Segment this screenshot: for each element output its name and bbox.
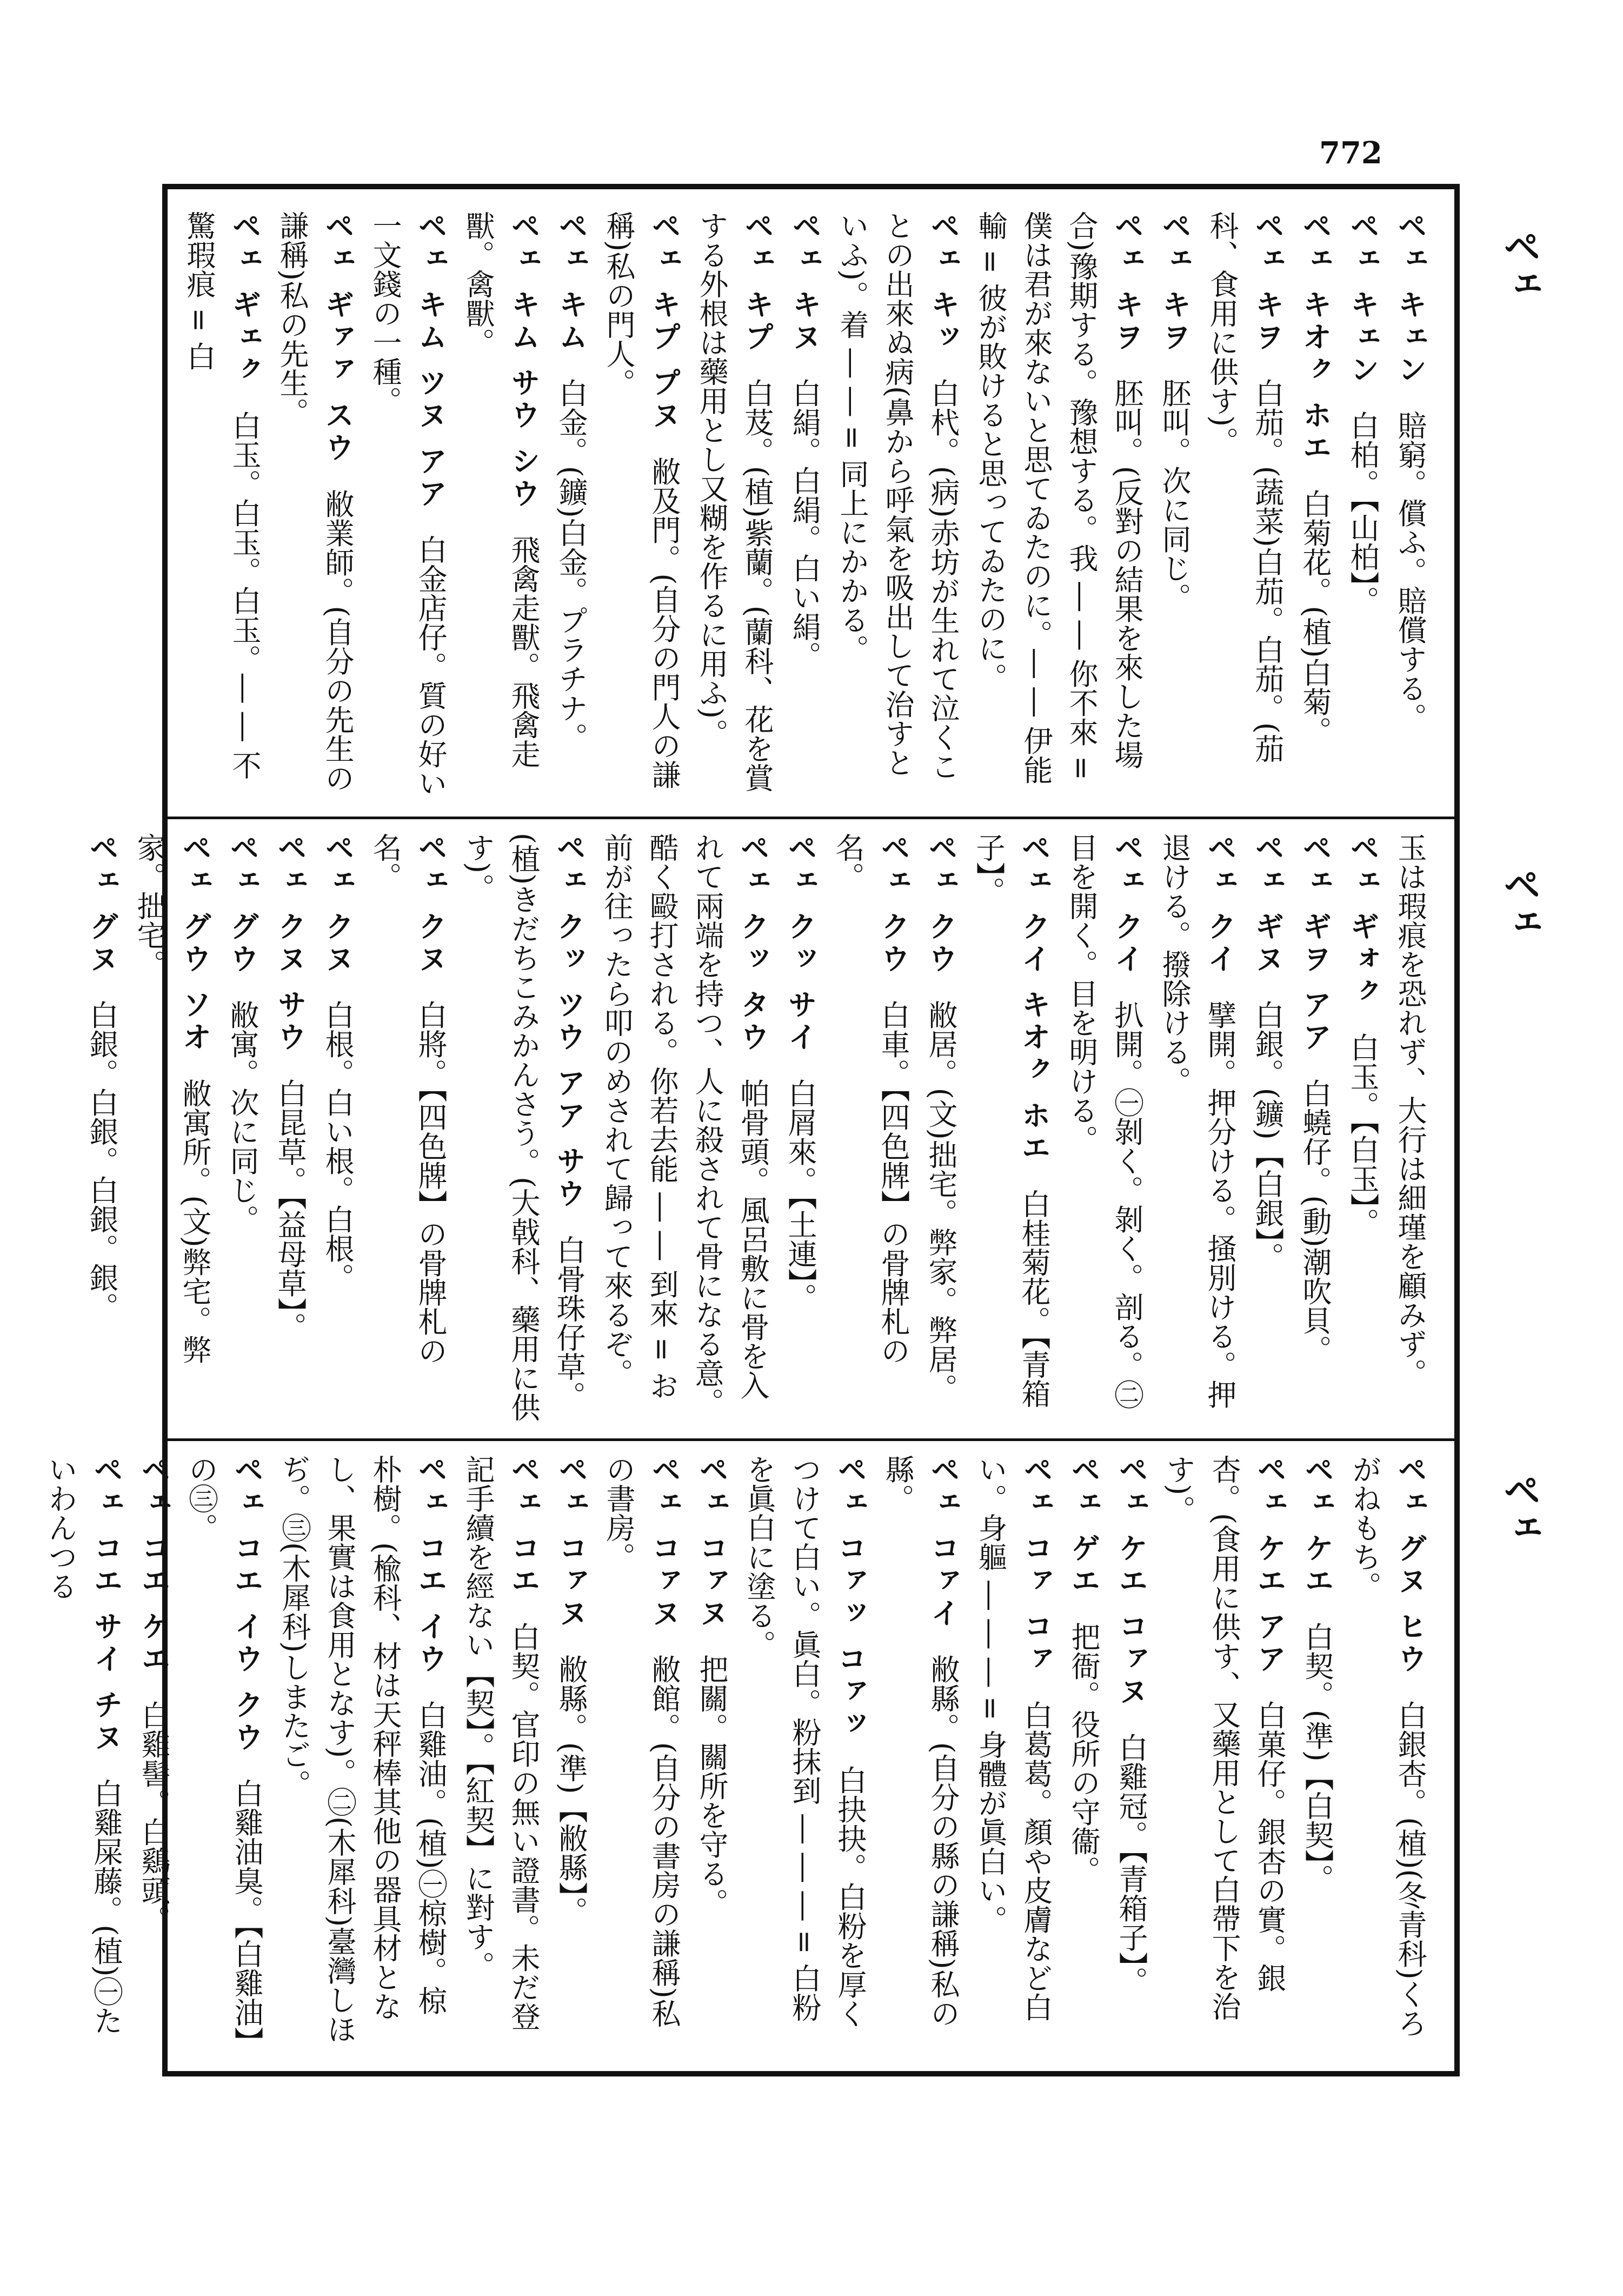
entry-headword: ペェ グウ (225, 833, 260, 990)
entry-headword: ペェ ゲエ (1067, 1455, 1101, 1611)
entry-definition: 帕骨頭。風呂敷に骨を入れて兩端を持つ、人に殺されて骨になる意。酷く毆打される。你若去能 ― ― 到來 = お前が往ったら叩のめされて歸って來るぞ。 (600, 833, 770, 1417)
entry-definition: 把關。關所を守る。 (695, 1654, 729, 1917)
entry-headword: ペェ ギァァ スウ (321, 211, 355, 479)
dictionary-entry (1387, 833, 1433, 1422)
dictionary-entry (966, 833, 1056, 1422)
dictionary-entry (1152, 211, 1197, 800)
dictionary-entry (362, 211, 453, 800)
entry-definition: 白蟯仔。(動)潮吹貝。 (1298, 1078, 1332, 1364)
entry-headword: ペェ クヌ サウ (273, 833, 307, 1068)
entry-definition: 白金店仔。質の好い一文錢の一種。 (368, 211, 448, 798)
dictionary-entry (1340, 833, 1385, 1422)
entry-headword: ペェ グウ ソオ (178, 833, 212, 1068)
tier-bottom (44, 1455, 1433, 2049)
dictionary-entry (269, 211, 360, 800)
dictionary-entry (548, 1455, 594, 2044)
entry-headword: ペェ コァヌ (695, 1455, 729, 1644)
entry-definition: 敝縣。(自分の縣の謙稱)私の縣。 (881, 1455, 960, 2028)
entry-definition: 白契。官印の無い證書。未だ登記手續を經ない【契】。【紅契】に對す。 (461, 1455, 541, 2031)
entry-definition: 敝及門。(自分の門人の謙稱)私の門人。 (602, 211, 681, 789)
dictionary-entry (548, 211, 594, 800)
entry-definition: 白茄。(蔬菜)白茄。白茄。(茄科、食用に供す)。 (1205, 211, 1285, 763)
entry-headword: ペェ ギォㇰ (1346, 833, 1380, 1022)
dictionary-entry (1342, 1455, 1433, 2044)
entry-definition: 白葛葛。顏や皮膚など白い。身軀 ― ― ― = 身體が眞白い。 (974, 1455, 1053, 2022)
entry-definition: 敝縣。(準)【敝縣】。 (554, 1654, 588, 1926)
dictionary-entry (1340, 211, 1385, 800)
entry-definition: 白契。(準)【白契】。 (1300, 1622, 1334, 1893)
dictionary-entry (1152, 833, 1242, 1422)
entry-definition: 飛禽走獸。飛禽走獸。禽獸。 (461, 211, 541, 769)
entry-definition: 賠窮。償ふ。賠償する。 (1393, 410, 1427, 732)
page-number: 772 (1319, 135, 1382, 171)
tier-middle (85, 833, 1433, 1428)
dictionary-entry (267, 833, 312, 1422)
dictionary-entry (362, 833, 453, 1422)
dictionary-entry (875, 1455, 966, 2044)
dictionary-entry (968, 211, 1149, 800)
entry-headword: ペェ クウ (924, 833, 958, 990)
section-marker-bottom: ペェ (1497, 1471, 1541, 1547)
entry-definition: 白車。【四色牌】の骨牌札の名。 (831, 833, 910, 1365)
entry-headword: ペェ クッ ツウ アア サウ (552, 833, 586, 1224)
entry-definition: 敝寓。次に同じ。 (225, 1000, 260, 1234)
section-marker-top: ペェ (1497, 227, 1541, 303)
dictionary-entry (1292, 211, 1338, 800)
dictionary-entry (1108, 1455, 1154, 2044)
dictionary-entry (1059, 833, 1149, 1422)
entry-headword: ペェ コァヌ (554, 1455, 588, 1644)
tier-divider (168, 1438, 1454, 1441)
entry-headword: ペェ キェン (1393, 211, 1427, 400)
entry-definition: 敝寓所。(文)弊宅。弊家。拙宅。 (132, 833, 212, 1364)
entry-definition: 胚叫。(反對の結果を來した場合)豫期する。豫想する。我 ― ― 你不來 = 僕は君が來ないと思てゐたのに。― ― 伊能輸 = 彼が敗けると思ってゐたのに。 (974, 211, 1144, 785)
dictionary-entry (131, 1455, 176, 2044)
entry-definition: 白菊花。(植)白菊。 (1298, 489, 1332, 746)
dictionary-entry (271, 1455, 453, 2044)
entry-definition: 白骨珠仔草。(植)きだちこみかんさう。(大戟科、藥用に供す)。 (461, 833, 586, 1422)
entry-headword: ペェ キプ プヌ (647, 211, 681, 446)
entry-definition: 白雞屎藤。(植)㊀たいわんつる (44, 1455, 123, 2035)
entry-headword: ペェ キオㇰ ホエ (1298, 211, 1332, 479)
entry-definition: 把衙。役所の守衞。 (1067, 1622, 1101, 1885)
entry-definition: 白絹。白絹。白い絹。 (788, 378, 822, 671)
entry-headword: ペェ キヲ (1110, 211, 1144, 368)
entry-headword: ペェ クイ キオㇰ ホエ (1017, 833, 1051, 1179)
dictionary-entry (1245, 833, 1290, 1422)
entry-headword: ペェ コエ イウ (414, 1455, 448, 1690)
entry-definition: 白菓仔。銀杏の實。銀杏。(食用に供す、又藥用として白帶下を治す)。 (1162, 1455, 1287, 2021)
dictionary-entry (736, 1455, 873, 2044)
dictionary-entry (1199, 211, 1290, 800)
entry-definition: 白根。白い根。白根。 (321, 1000, 355, 1292)
entry-headword: ペェ グヌ (85, 833, 119, 990)
entry-headword: ペェ キヲ (1158, 211, 1192, 368)
entry-definition: 敝館。(自分の書房の謙稱)私の書房。 (602, 1455, 681, 2028)
entry-definition: 白銀。(鑛)【白銀】。 (1250, 1000, 1285, 1271)
section-marker-middle: ペェ (1497, 865, 1541, 941)
entry-headword: ペェ コエ (507, 1455, 541, 1611)
entry-headword: ペェ キム (554, 211, 588, 368)
entry-headword: ペェ コァイ (926, 1455, 960, 1644)
entry-definition: 白昆草。【益母草】。 (273, 1078, 307, 1342)
entry-headword: ペェ コァッ コァッ (833, 1455, 867, 1755)
entry-definition: 白桂菊花。【青箱子】。 (972, 833, 1051, 1409)
entry-definition: 白金。(鑛)白金。プラチナ。 (554, 378, 588, 752)
dictionary-entry (825, 833, 916, 1422)
entry-headword: ペェ クウ (876, 833, 910, 990)
entry-headword: ペェ コエ イウ クウ (230, 1455, 264, 1768)
dictionary-entry (968, 1455, 1059, 2044)
entry-definition: 扒開。㊀剝く。剝く。剖る。㊁目を開く。目を明ける。 (1065, 833, 1144, 1409)
entry-headword: ペェ クイ (1110, 833, 1144, 990)
dictionary-entry (1387, 211, 1433, 800)
dictionary-entry (176, 211, 267, 800)
dictionary-entry (38, 1455, 129, 2044)
entry-definition: 白柏。【山柏】。 (1346, 410, 1380, 615)
entry-headword: ペェ ギヲ アア (1298, 833, 1332, 1068)
entry-headword: ペェ キプ (740, 211, 774, 368)
entry-headword: ペェ ケエ アア (1253, 1455, 1287, 1690)
entry-headword: ペェ キヲ (1250, 211, 1285, 368)
entry-definition: 白銀杏。(植)(冬青科)くろがねもち。 (1348, 1455, 1427, 2038)
dictionary-entry (178, 1455, 269, 2044)
entry-headword: ペェ ケエ コァヌ (1114, 1455, 1148, 1722)
dictionary-entry (1061, 1455, 1106, 2044)
entry-headword: ペェ キッ (926, 211, 960, 368)
entry-headword: ペェ キム ツヌ アア (414, 211, 448, 525)
tier-divider (168, 817, 1454, 819)
dictionary-entry (1294, 1455, 1340, 2044)
dictionary-entry (777, 833, 823, 1422)
dictionary-entry (829, 211, 966, 800)
entry-definition: 敝業師。(自分の先生の謙稱)私の先生。 (275, 211, 355, 793)
dictionary-entry (455, 833, 591, 1422)
entry-definition: 白抉抉。白粉を厚くつけて白い。眞白。粉抹到 ― ― ― = 白粉を眞白に塗る。 (742, 1455, 867, 2028)
entry-headword: ペェ コエ サイ チヌ (89, 1455, 123, 1768)
dictionary-entry (455, 1455, 546, 2044)
entry-definition: 白杙。(病)赤坊が生れて泣くことの出來ぬ病(鼻から呼氣を吸出して治すといふ)。着 ― ― = 同上にかかる。 (835, 211, 960, 781)
dictionary-entry (127, 833, 217, 1422)
dictionary-entry (1156, 1455, 1292, 2044)
entry-definition: 白雞冠。【青箱子】。 (1114, 1733, 1148, 1996)
entry-definition: 白雞油。(植)㊀椋樹。椋朴樹。(楡科、材は天秤棒其他の器具材となし、果實は食用となす)。㊁(木犀科)臺灣しほぢ。㊂(木犀科)しまたご。 (277, 1455, 448, 2044)
entry-definition: 白屑來。【土連】。 (783, 1078, 817, 1312)
dictionary-entry (918, 833, 963, 1422)
entry-headword: ペェ ギヌ (1250, 833, 1285, 990)
entry-headword: ペェ キヌ (788, 211, 822, 368)
dictionary-entry (79, 833, 124, 1422)
dictionary-entry (1292, 833, 1338, 1422)
dictionary-entry (219, 833, 265, 1422)
entry-definition: 白雞髻。白鷄頭。 (137, 1700, 171, 1934)
dictionary-entry (594, 833, 775, 1422)
entry-definition: 胚叫。次に同じ。 (1158, 378, 1192, 612)
dictionary-entry (596, 1455, 687, 2044)
entry-definition: 白玉。白玉。白玉。― ― 不驚瑕痕 = 白 (182, 211, 262, 780)
entry-definition: 敝居。(文)拙宅。弊家。弊居。 (924, 1000, 958, 1403)
entry-headword: ペェ グヌ ヒウ (1393, 1455, 1427, 1690)
entry-headword: ペェ キェン (1346, 211, 1380, 400)
entry-definition: 玉は瑕痕を恐れず、大行は細瑾を顧みず。 (1393, 833, 1427, 1388)
dictionary-entry (315, 833, 360, 1422)
entry-headword: ペェ クッ サイ (783, 833, 817, 1068)
entry-headword: ペェ クヌ (321, 833, 355, 990)
entry-definition: 白玉。【白玉】。 (1346, 1032, 1380, 1237)
entry-headword: ペェ コエ ケエ (137, 1455, 171, 1690)
entry-headword: ペェ クヌ (414, 833, 448, 990)
entry-definition: 擘開。押分ける。掻別ける。押退ける。撥除ける。 (1158, 833, 1237, 1409)
entry-headword: ペェ ケエ (1300, 1455, 1334, 1611)
entry-definition: 白將。【四色牌】の骨牌札の名。 (368, 833, 448, 1365)
dictionary-entry (782, 211, 827, 800)
dictionary-entry (689, 1455, 734, 2044)
entry-definition: 白芨。(植)紫蘭。(蘭科、花を賞する外根は藥用とし又糊を作るに用ふ)。 (695, 211, 774, 792)
dictionary-entry (455, 211, 546, 800)
dictionary-page-frame (44, 184, 1460, 2076)
entry-headword: ペェ コァ コァ (1019, 1455, 1053, 1690)
entry-headword: ペェ キム サウ シウ (507, 211, 541, 525)
dictionary-entry (596, 211, 687, 800)
dictionary-entry (689, 211, 780, 800)
entry-headword: ペェ クッ タウ (736, 833, 770, 1068)
entry-headword: ペェ コァヌ (647, 1455, 681, 1644)
entry-definition: 白雞油臭。【白雞油】の㊂。 (184, 1455, 264, 2042)
entry-definition: 白銀。白銀。白銀。銀。 (85, 1000, 119, 1322)
entry-headword: ペェ ギェㇰ (228, 211, 262, 400)
entry-headword: ペェ クイ (1203, 833, 1237, 990)
tier-top (182, 211, 1433, 806)
